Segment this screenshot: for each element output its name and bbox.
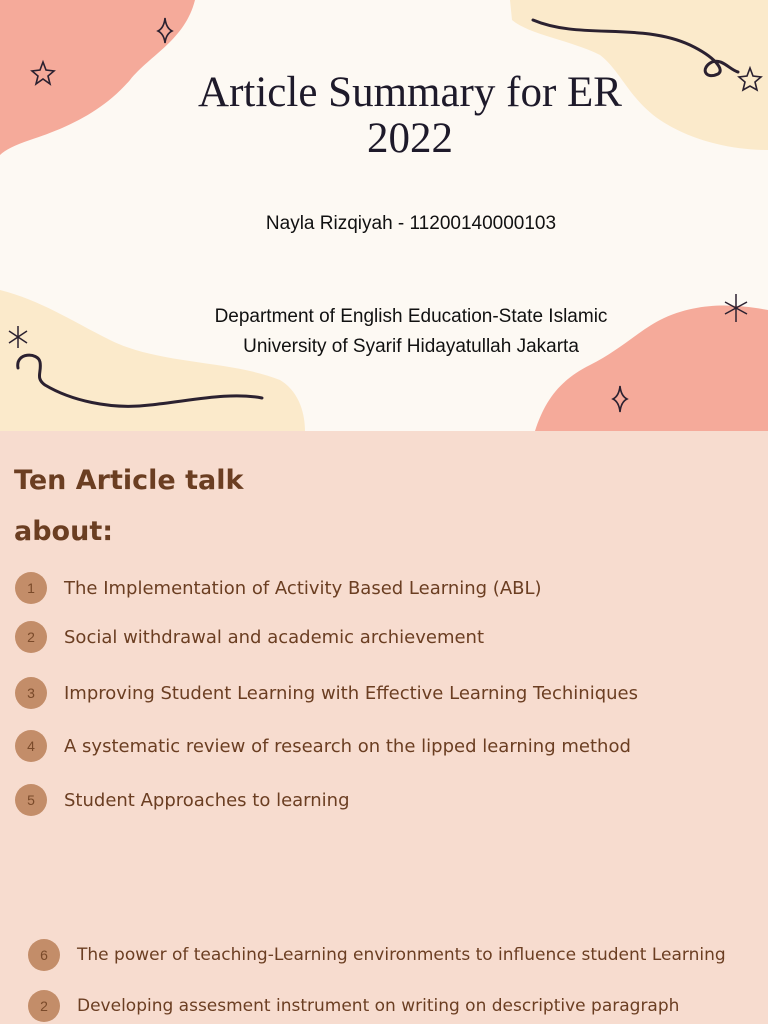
item-number-badge: 3	[15, 677, 47, 709]
list-item	[28, 990, 679, 1022]
star-icon	[32, 62, 54, 84]
sparkle-icon	[158, 18, 172, 43]
item-text: Improving Student Learning with Effective Learning Techiniques	[64, 682, 638, 704]
item-number-badge: 6	[28, 939, 60, 971]
list-item	[15, 572, 542, 604]
cover-slide	[0, 0, 768, 431]
heading-line-1: Ten Article talk	[14, 465, 244, 496]
list-item	[15, 621, 484, 653]
department-line-2: University of Syarif Hidayatullah Jakarta	[243, 336, 579, 357]
title-line-2: 2022	[367, 115, 453, 162]
item-text: The Implementation of Activity Based Learning (ABL)	[64, 577, 542, 599]
list-item	[28, 939, 726, 971]
item-number-badge: 4	[15, 730, 47, 762]
list-item	[15, 730, 631, 762]
department-line-1: Department of English Education-State Islamic	[214, 306, 608, 327]
item-text: Student Approaches to learning	[64, 789, 350, 811]
item-text: Social withdrawal and academic archievement	[64, 626, 485, 648]
item-text: A systematic review of research on the lipped learning method	[64, 735, 631, 757]
title-line-1: Article Summary for ER	[198, 69, 622, 116]
item-number-badge: 1	[15, 572, 47, 604]
heading-line-2: about:	[14, 516, 114, 547]
contents-slide	[0, 431, 768, 1024]
item-number-badge: 2	[28, 990, 60, 1022]
document-title	[120, 70, 700, 162]
contents-heading	[14, 455, 243, 557]
item-text: Developing assesment instrument on writing on descriptive paragraph	[77, 996, 680, 1016]
item-number-badge: 2	[15, 621, 47, 653]
author-line: Nayla Rizqiyah - 11200140000103	[265, 213, 557, 234]
sparkle-icon	[613, 386, 627, 412]
item-number-badge: 5	[15, 784, 47, 816]
item-text: The power of teaching-Learning environments to influence student Learning	[77, 945, 726, 965]
list-item	[15, 677, 638, 709]
star-icon	[739, 68, 761, 90]
department-text	[0, 302, 768, 362]
list-item	[15, 784, 350, 816]
